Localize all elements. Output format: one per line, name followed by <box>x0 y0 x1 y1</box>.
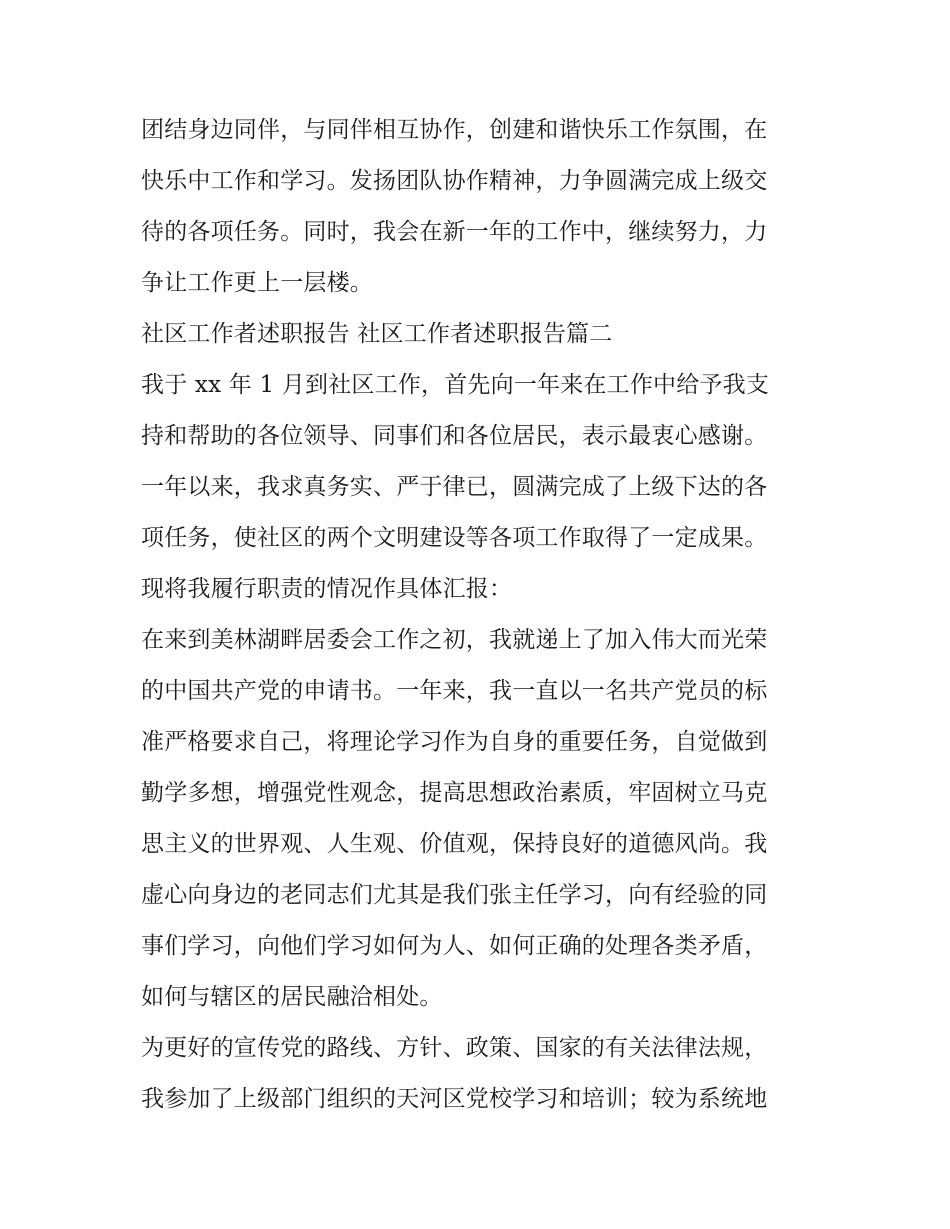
text-line: 在来到美林湖畔居委会工作之初，我就递上了加入伟大而光荣 <box>141 627 768 653</box>
text-line: 事们学习，向他们学习如何为人、如何正确的处理各类矛盾， <box>141 933 768 959</box>
text-line: 现将我履行职责的情况作具体汇报： <box>141 576 513 602</box>
text-line: 一年以来，我求真务实、严于律已，圆满完成了上级下达的各 <box>141 474 768 500</box>
section-heading: 社区工作者述职报告 社区工作者述职报告篇二 <box>141 321 613 347</box>
text-line: 团结身边同伴，与同伴相互协作，创建和谐快乐工作氛围，在 <box>141 117 768 143</box>
text-line: 待的各项任务。同时，我会在新一年的工作中，继续努力，力 <box>141 219 768 245</box>
text-line: 的中国共产党的申请书。一年来，我一直以一名共产党员的标 <box>141 678 768 704</box>
text-line: 思主义的世界观、人生观、价值观，保持良好的道德风尚。我 <box>141 831 768 857</box>
text-line: 争让工作更上一层楼。 <box>141 270 373 296</box>
text-line: 勤学多想，增强党性观念，提高思想政治素质，牢固树立马克 <box>141 780 768 806</box>
text-line: 项任务，使社区的两个文明建设等各项工作取得了一定成果。 <box>141 525 768 551</box>
text-line: 持和帮助的各位领导、同事们和各位居民，表示最衷心感谢。 <box>141 423 768 449</box>
text-line: 虚心向身边的老同志们尤其是我们张主任学习，向有经验的同 <box>141 882 768 908</box>
text-line: 我参加了上级部门组织的天河区党校学习和培训；较为系统地 <box>141 1086 768 1112</box>
text-line: 我于 xx 年 1 月到社区工作，首先向一年来在工作中给予我支 <box>141 372 770 398</box>
text-line: 为更好的宣传党的路线、方针、政策、国家的有关法律法规， <box>141 1035 768 1061</box>
text-line: 准严格要求自己，将理论学习作为自身的重要任务，自觉做到 <box>141 729 768 755</box>
text-line: 快乐中工作和学习。发扬团队协作精神，力争圆满完成上级交 <box>141 168 768 194</box>
text-line: 如何与辖区的居民融洽相处。 <box>141 984 443 1010</box>
